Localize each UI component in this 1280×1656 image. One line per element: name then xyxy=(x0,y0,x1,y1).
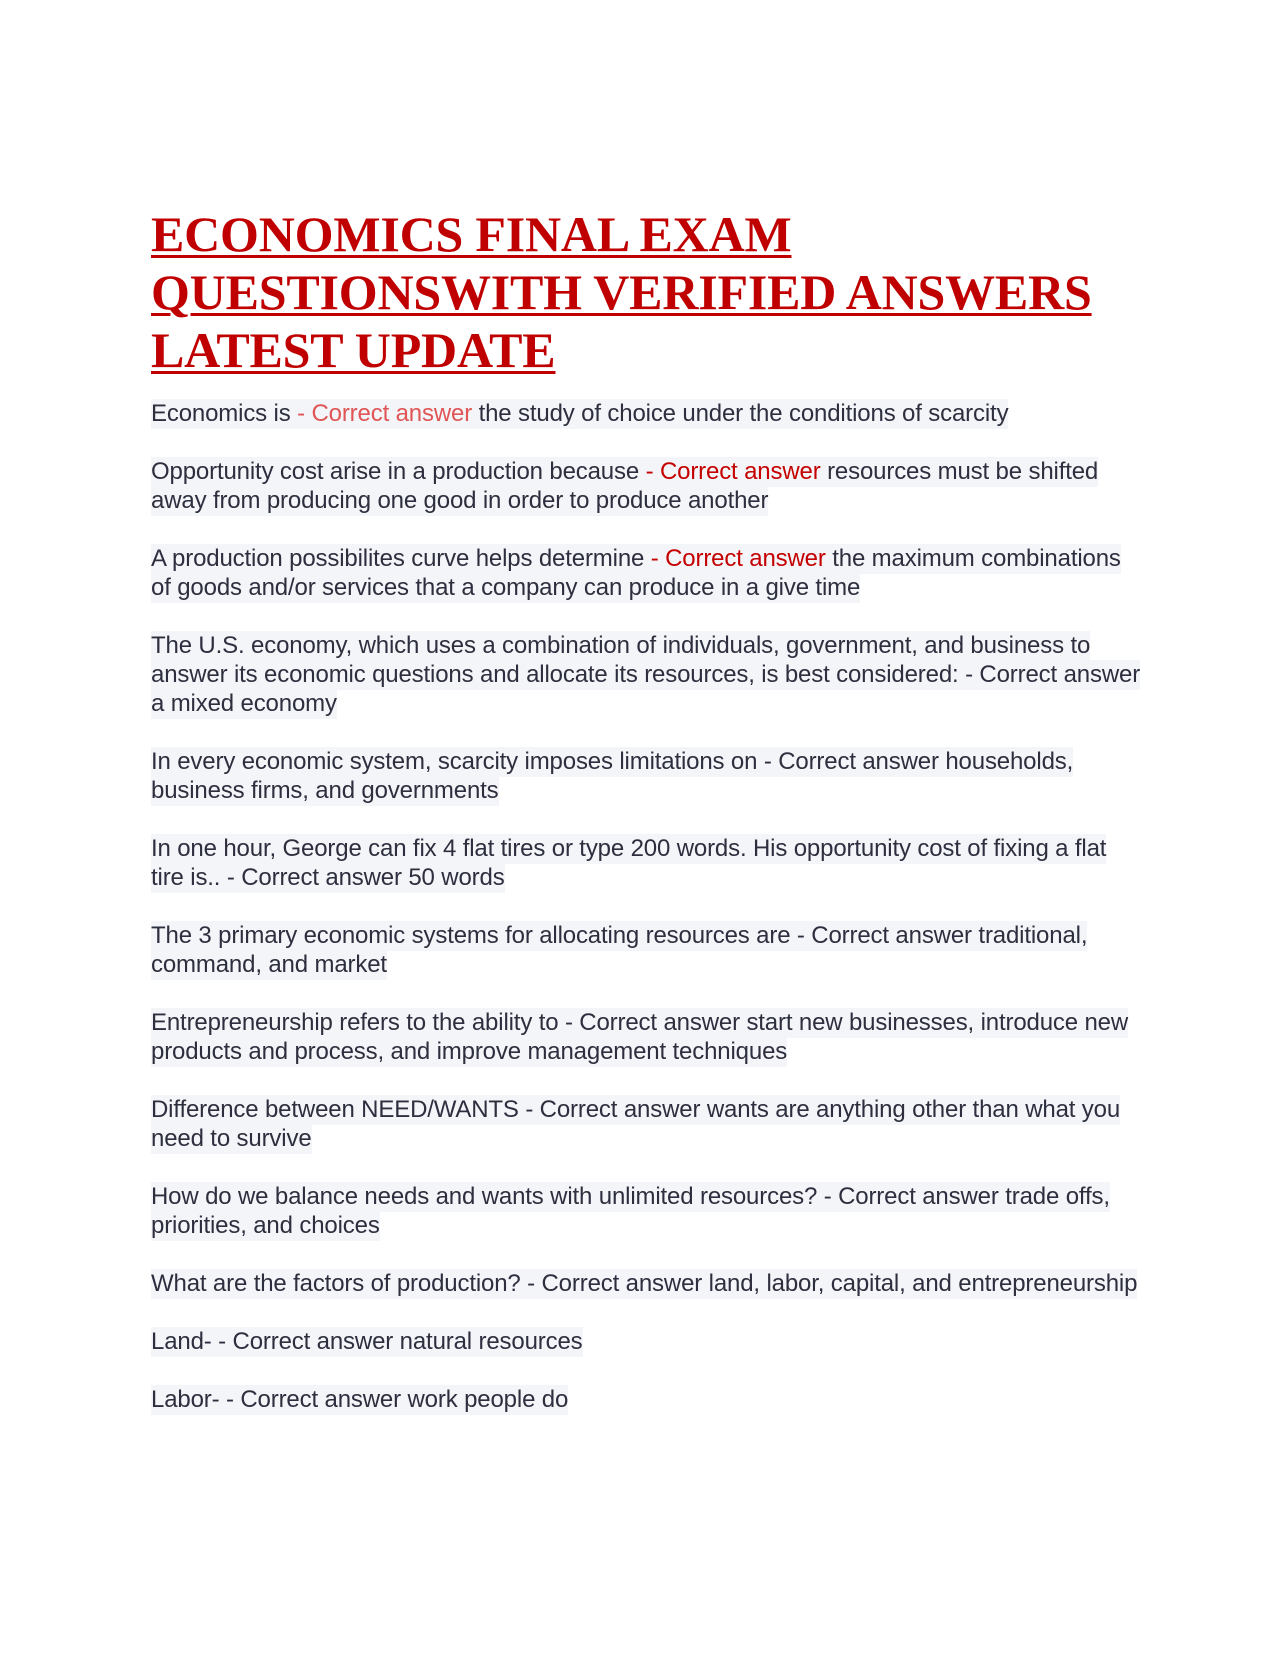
answer-text: traditional, command, and market xyxy=(151,922,1088,978)
answer-text: resources must be shifted away from producing one good in order to produce another xyxy=(151,458,1099,514)
answer-marker: - Correct answer xyxy=(527,1270,703,1297)
question-text: In one hour, George can fix 4 flat tires or type 200 words. His opportunity cost of fixing a flat tire is.. xyxy=(151,835,1107,891)
answer-text: the maximum combinations of goods and/or services that a company can produce in a give time xyxy=(151,545,1121,601)
answer-marker: - Correct answer xyxy=(297,400,473,427)
document-page xyxy=(151,205,1141,1443)
answer-marker: - Correct answer xyxy=(763,748,939,775)
qa-item xyxy=(151,1269,1141,1298)
answer-text: trade offs, priorities, and choices xyxy=(151,1183,1110,1239)
answer-text: start new businesses, introduce new products and process, and improve management techniques xyxy=(151,1009,1129,1065)
qa-item xyxy=(151,457,1141,515)
answer-text: land, labor, capital, and entrepreneurship xyxy=(702,1270,1138,1297)
qa-item xyxy=(151,747,1141,805)
answer-marker: - Correct answer xyxy=(525,1096,701,1123)
title-line-3: LATEST UPDATE xyxy=(151,322,556,378)
question-text: In every economic system, scarcity imposes limitations on xyxy=(151,748,764,775)
answer-text: households, business firms, and governments xyxy=(151,748,1074,804)
answer-marker: - Correct answer xyxy=(564,1009,740,1036)
answer-text: the study of choice under the conditions of scarcity xyxy=(472,400,1009,427)
qa-list xyxy=(151,399,1141,1414)
qa-item xyxy=(151,921,1141,979)
answer-marker: - Correct answer xyxy=(226,864,402,891)
question-text: Land- xyxy=(151,1328,219,1355)
document-title xyxy=(151,205,1141,379)
question-text: Opportunity cost arise in a production because xyxy=(151,458,646,485)
qa-item xyxy=(151,1327,1141,1356)
question-text: A production possibilites curve helps determine xyxy=(151,545,651,572)
qa-item xyxy=(151,1182,1141,1240)
answer-marker: - Correct answer xyxy=(965,661,1141,688)
answer-marker: - Correct answer xyxy=(218,1328,394,1355)
qa-item xyxy=(151,1095,1141,1153)
question-text: Difference between NEED/WANTS xyxy=(151,1096,526,1123)
question-text: Economics is xyxy=(151,400,298,427)
answer-marker: - Correct answer xyxy=(226,1386,401,1413)
qa-item xyxy=(151,399,1141,428)
answer-text: natural resources xyxy=(393,1328,583,1355)
title-line-2: QUESTIONSWITH VERIFIED ANSWERS xyxy=(151,264,1092,320)
answer-marker: - Correct answer xyxy=(650,545,826,572)
qa-item xyxy=(151,544,1141,602)
qa-item xyxy=(151,631,1141,718)
answer-marker: - Correct answer xyxy=(796,922,972,949)
question-text: Entrepreneurship refers to the ability to xyxy=(151,1009,565,1036)
answer-marker: - Correct answer xyxy=(645,458,821,485)
qa-item xyxy=(151,1008,1141,1066)
question-text: How do we balance needs and wants with unlimited resources? xyxy=(151,1183,824,1210)
answer-text: work people do xyxy=(400,1386,569,1413)
answer-marker: - Correct answer xyxy=(823,1183,999,1210)
title-line-1: ECONOMICS FINAL EXAM xyxy=(151,206,792,262)
question-text: The U.S. economy, which uses a combination of individuals, government, and business to answer its economic questions and allocate its resources, is best considered: xyxy=(151,632,1091,688)
question-text: What are the factors of production? xyxy=(151,1270,528,1297)
answer-text: a mixed economy xyxy=(151,690,337,717)
answer-text: wants are anything other than what you need to survive xyxy=(151,1096,1121,1152)
qa-item xyxy=(151,1385,1141,1414)
question-text: The 3 primary economic systems for allocating resources are xyxy=(151,922,797,949)
answer-text: 50 words xyxy=(401,864,505,891)
qa-item xyxy=(151,834,1141,892)
question-text: Labor- xyxy=(151,1386,226,1413)
